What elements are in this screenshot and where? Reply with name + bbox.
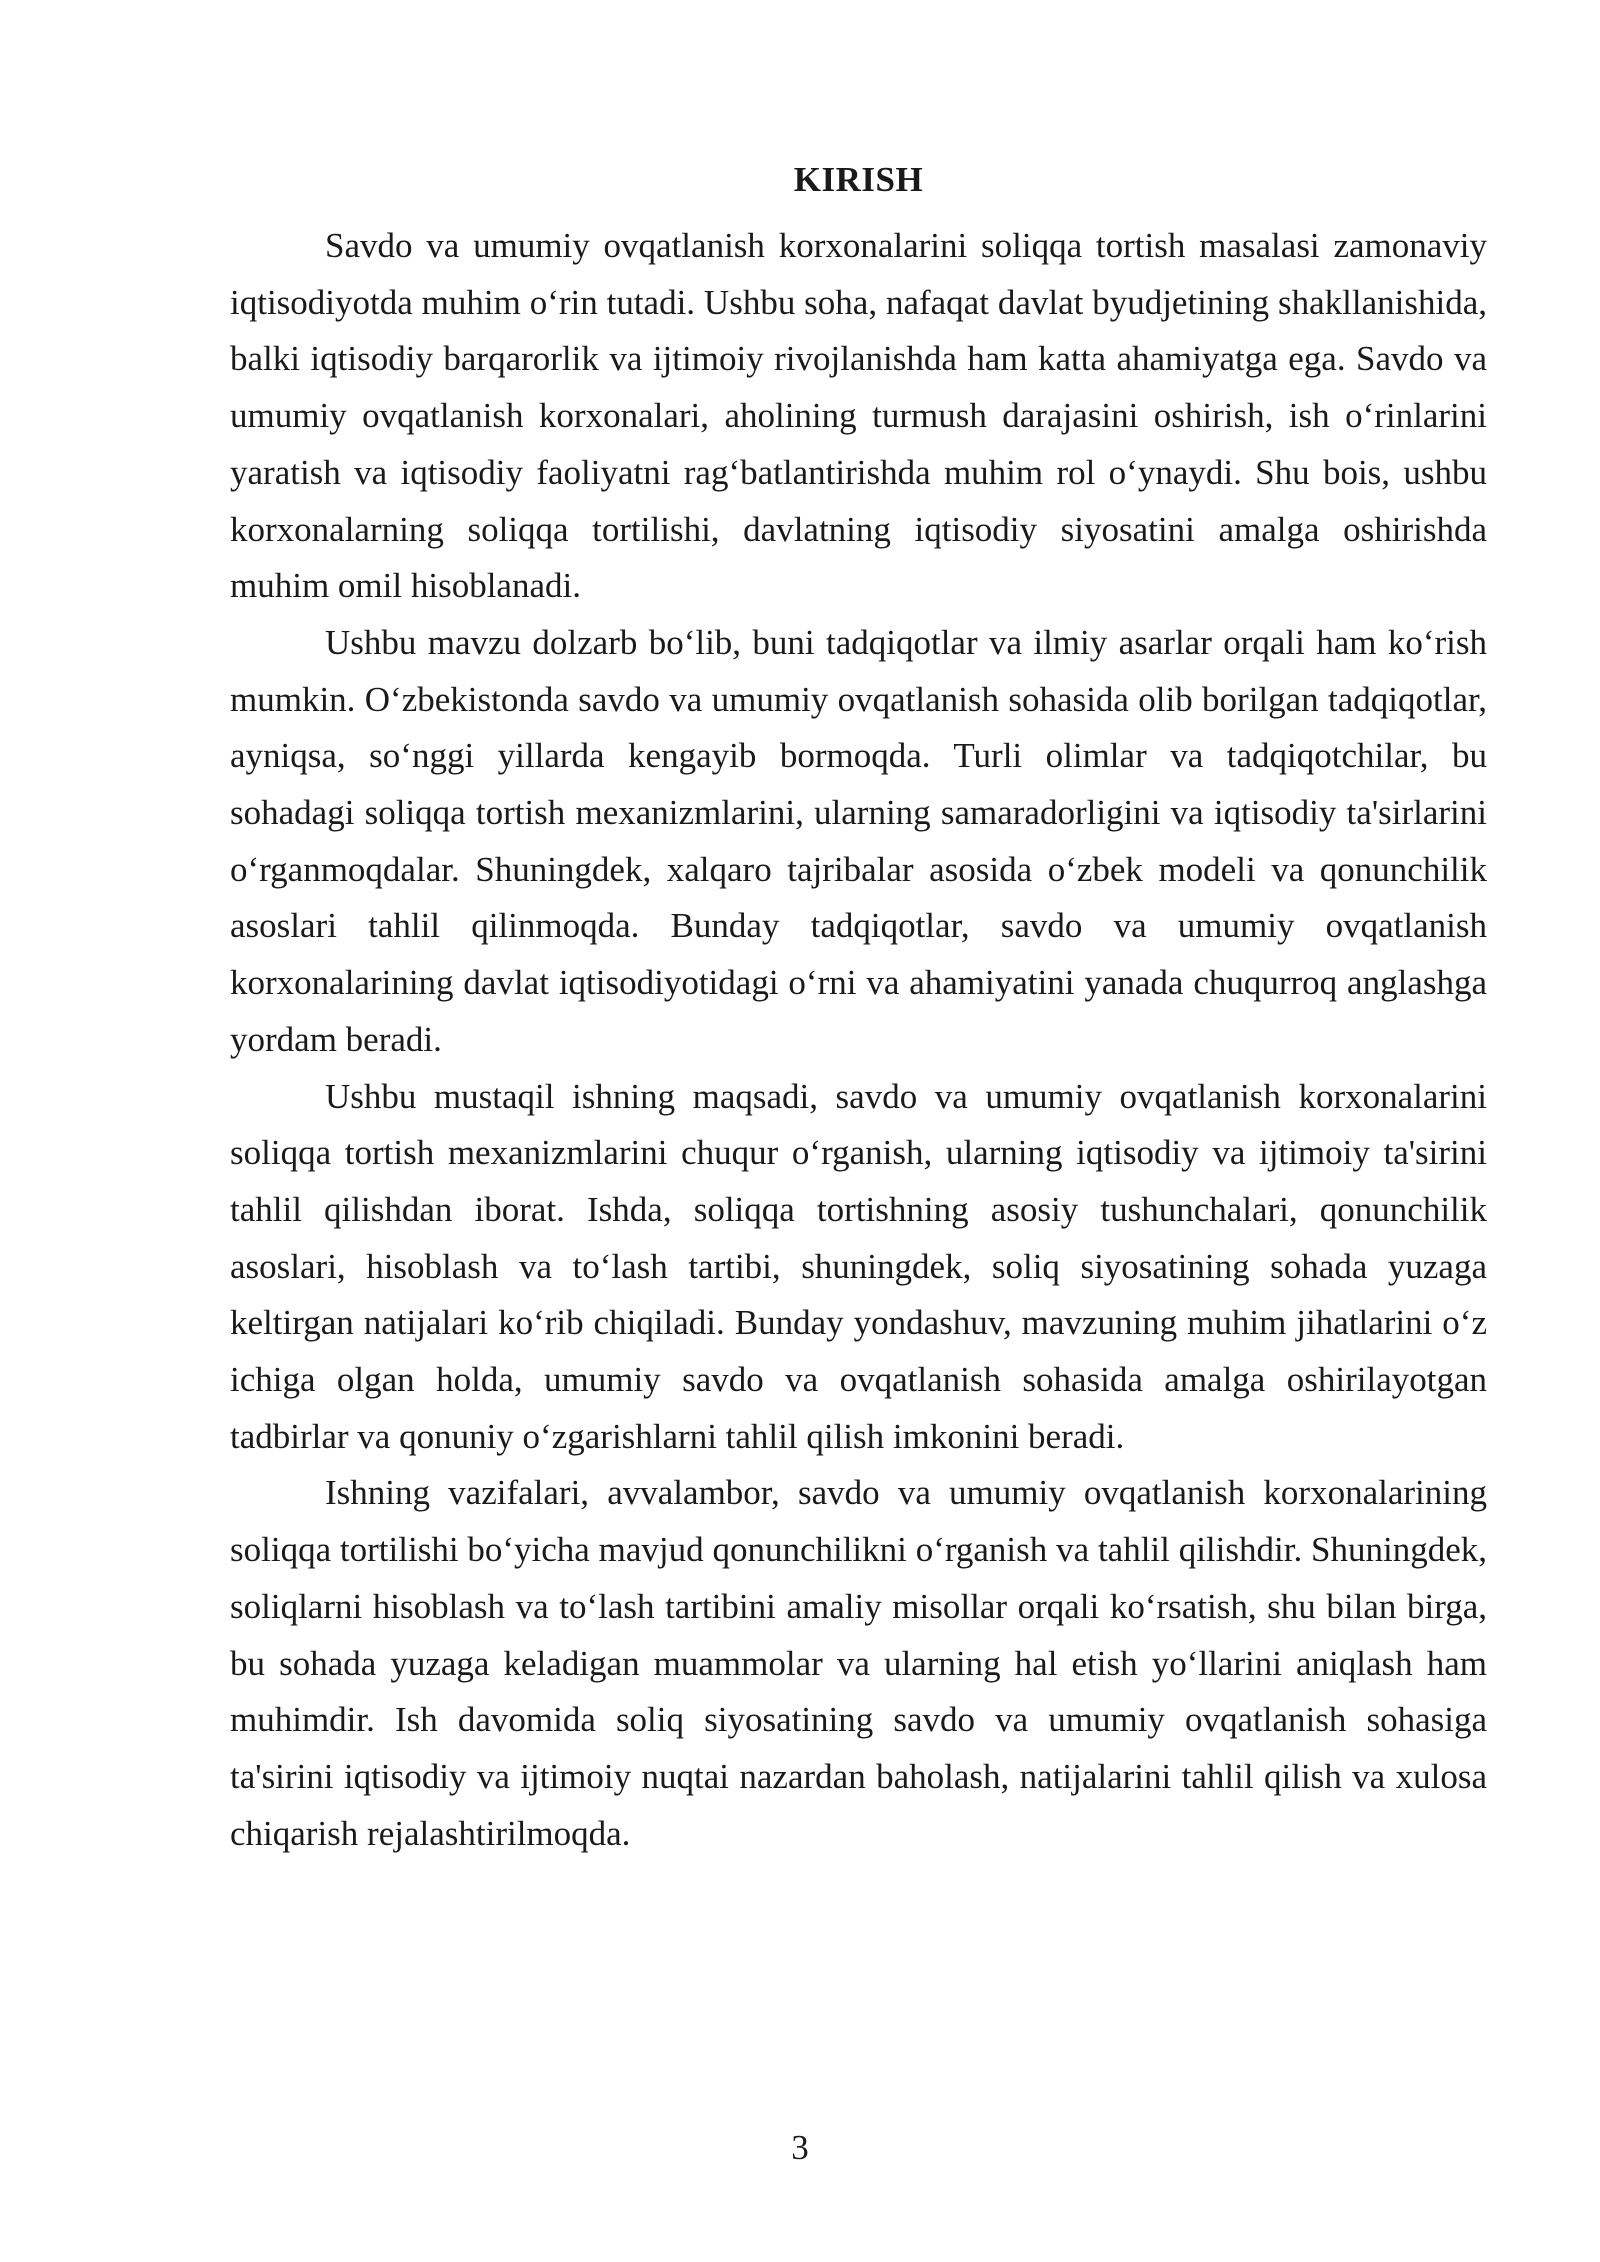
document-page (230, 150, 1487, 1862)
paragraph-tasks: Ishning vazifalari, avvalambor, savdo va umumiy ovqatlanish korxonalarining soliqqa tortilishi bo‘yicha mavjud qonunchilikni o‘rganish va tahlil qilishdir. Shuningdek, soliqlarni hisoblash va to‘lash tartibini amaliy misollar orqali ko‘rsatish, shu bilan birga, bu sohada yuzaga keladigan muammolar va ularning hal etish yo‘llarini aniqlash ham muhimdir. Ish davomida soliq siyosatining savdo va umumiy ovqatlanish sohasiga ta'sirini iqtisodiy va ijtimoiy nuqtai nazardan baholash, natijalarini tahlil qilish va xulosa chiqarish rejalashtirilmoqda. (230, 1473, 1487, 1853)
page-number: 3 (791, 2128, 809, 2167)
paragraph-intro: Savdo va umumiy ovqatlanish korxonalarini soliqqa tortish masalasi zamonaviy iqtisodiyotda muhim o‘rin tutadi. Ushbu soha, nafaqat davlat byudjetining shakllanishida, balki iqtisodiy barqarorlik va ijtimoiy rivojlanishda ham katta ahamiyatga ega. Savdo va umumiy ovqatlanish korxonalari, aholining turmush darajasini oshirish, ish o‘rinlarini yaratish va iqtisodiy faoliyatni rag‘batlantirishda muhim rol o‘ynaydi. Shu bois, ushbu korxonalarning soliqqa tortilishi, davlatning iqtisodiy siyosatini amalga oshirishda muhim omil hisoblanadi. (230, 226, 1487, 606)
section-title: KIRISH (793, 160, 924, 199)
paragraph-relevance: Ushbu mavzu dolzarb bo‘lib, buni tadqiqotlar va ilmiy asarlar orqali ham ko‘rish mumkin. O‘zbekistonda savdo va umumiy ovqatlanish sohasida olib borilgan tadqiqotlar, ayniqsa, so‘nggi yillarda kengayib bormoqda. Turli olimlar va tadqiqotchilar, bu sohadagi soliqqa tortish mexanizmlarini, ularning samaradorligini va iqtisodiy ta'sirlarini o‘rganmoqdalar. Shuningdek, xalqaro tajribalar asosida o‘zbek modeli va qonunchilik asoslari tahlil qilinmoqda. Bunday tadqiqotlar, savdo va umumiy ovqatlanish korxonalarining davlat iqtisodiyotidagi o‘rni va ahamiyatini yanada chuqurroq anglashga yordam beradi. (230, 622, 1487, 1059)
paragraph-goal: Ushbu mustaqil ishning maqsadi, savdo va umumiy ovqatlanish korxonalarini soliqqa tortish mexanizmlarini chuqur o‘rganish, ularning iqtisodiy va ijtimoiy ta'sirini tahlil qilishdan iborat. Ishda, soliqqa tortishning asosiy tushunchalari, qonunchilik asoslari, hisoblash va to‘lash tartibi, shuningdek, soliq siyosatining sohada yuzaga keltirgan natijalari ko‘rib chiqiladi. Bunday yondashuv, mavzuning muhim jihatlarini o‘z ichiga olgan holda, umumiy savdo va ovqatlanish sohasida amalga oshirilayotgan tadbirlar va qonuniy o‘zgarishlarni tahlil qilish imkonini beradi. (230, 1076, 1487, 1456)
